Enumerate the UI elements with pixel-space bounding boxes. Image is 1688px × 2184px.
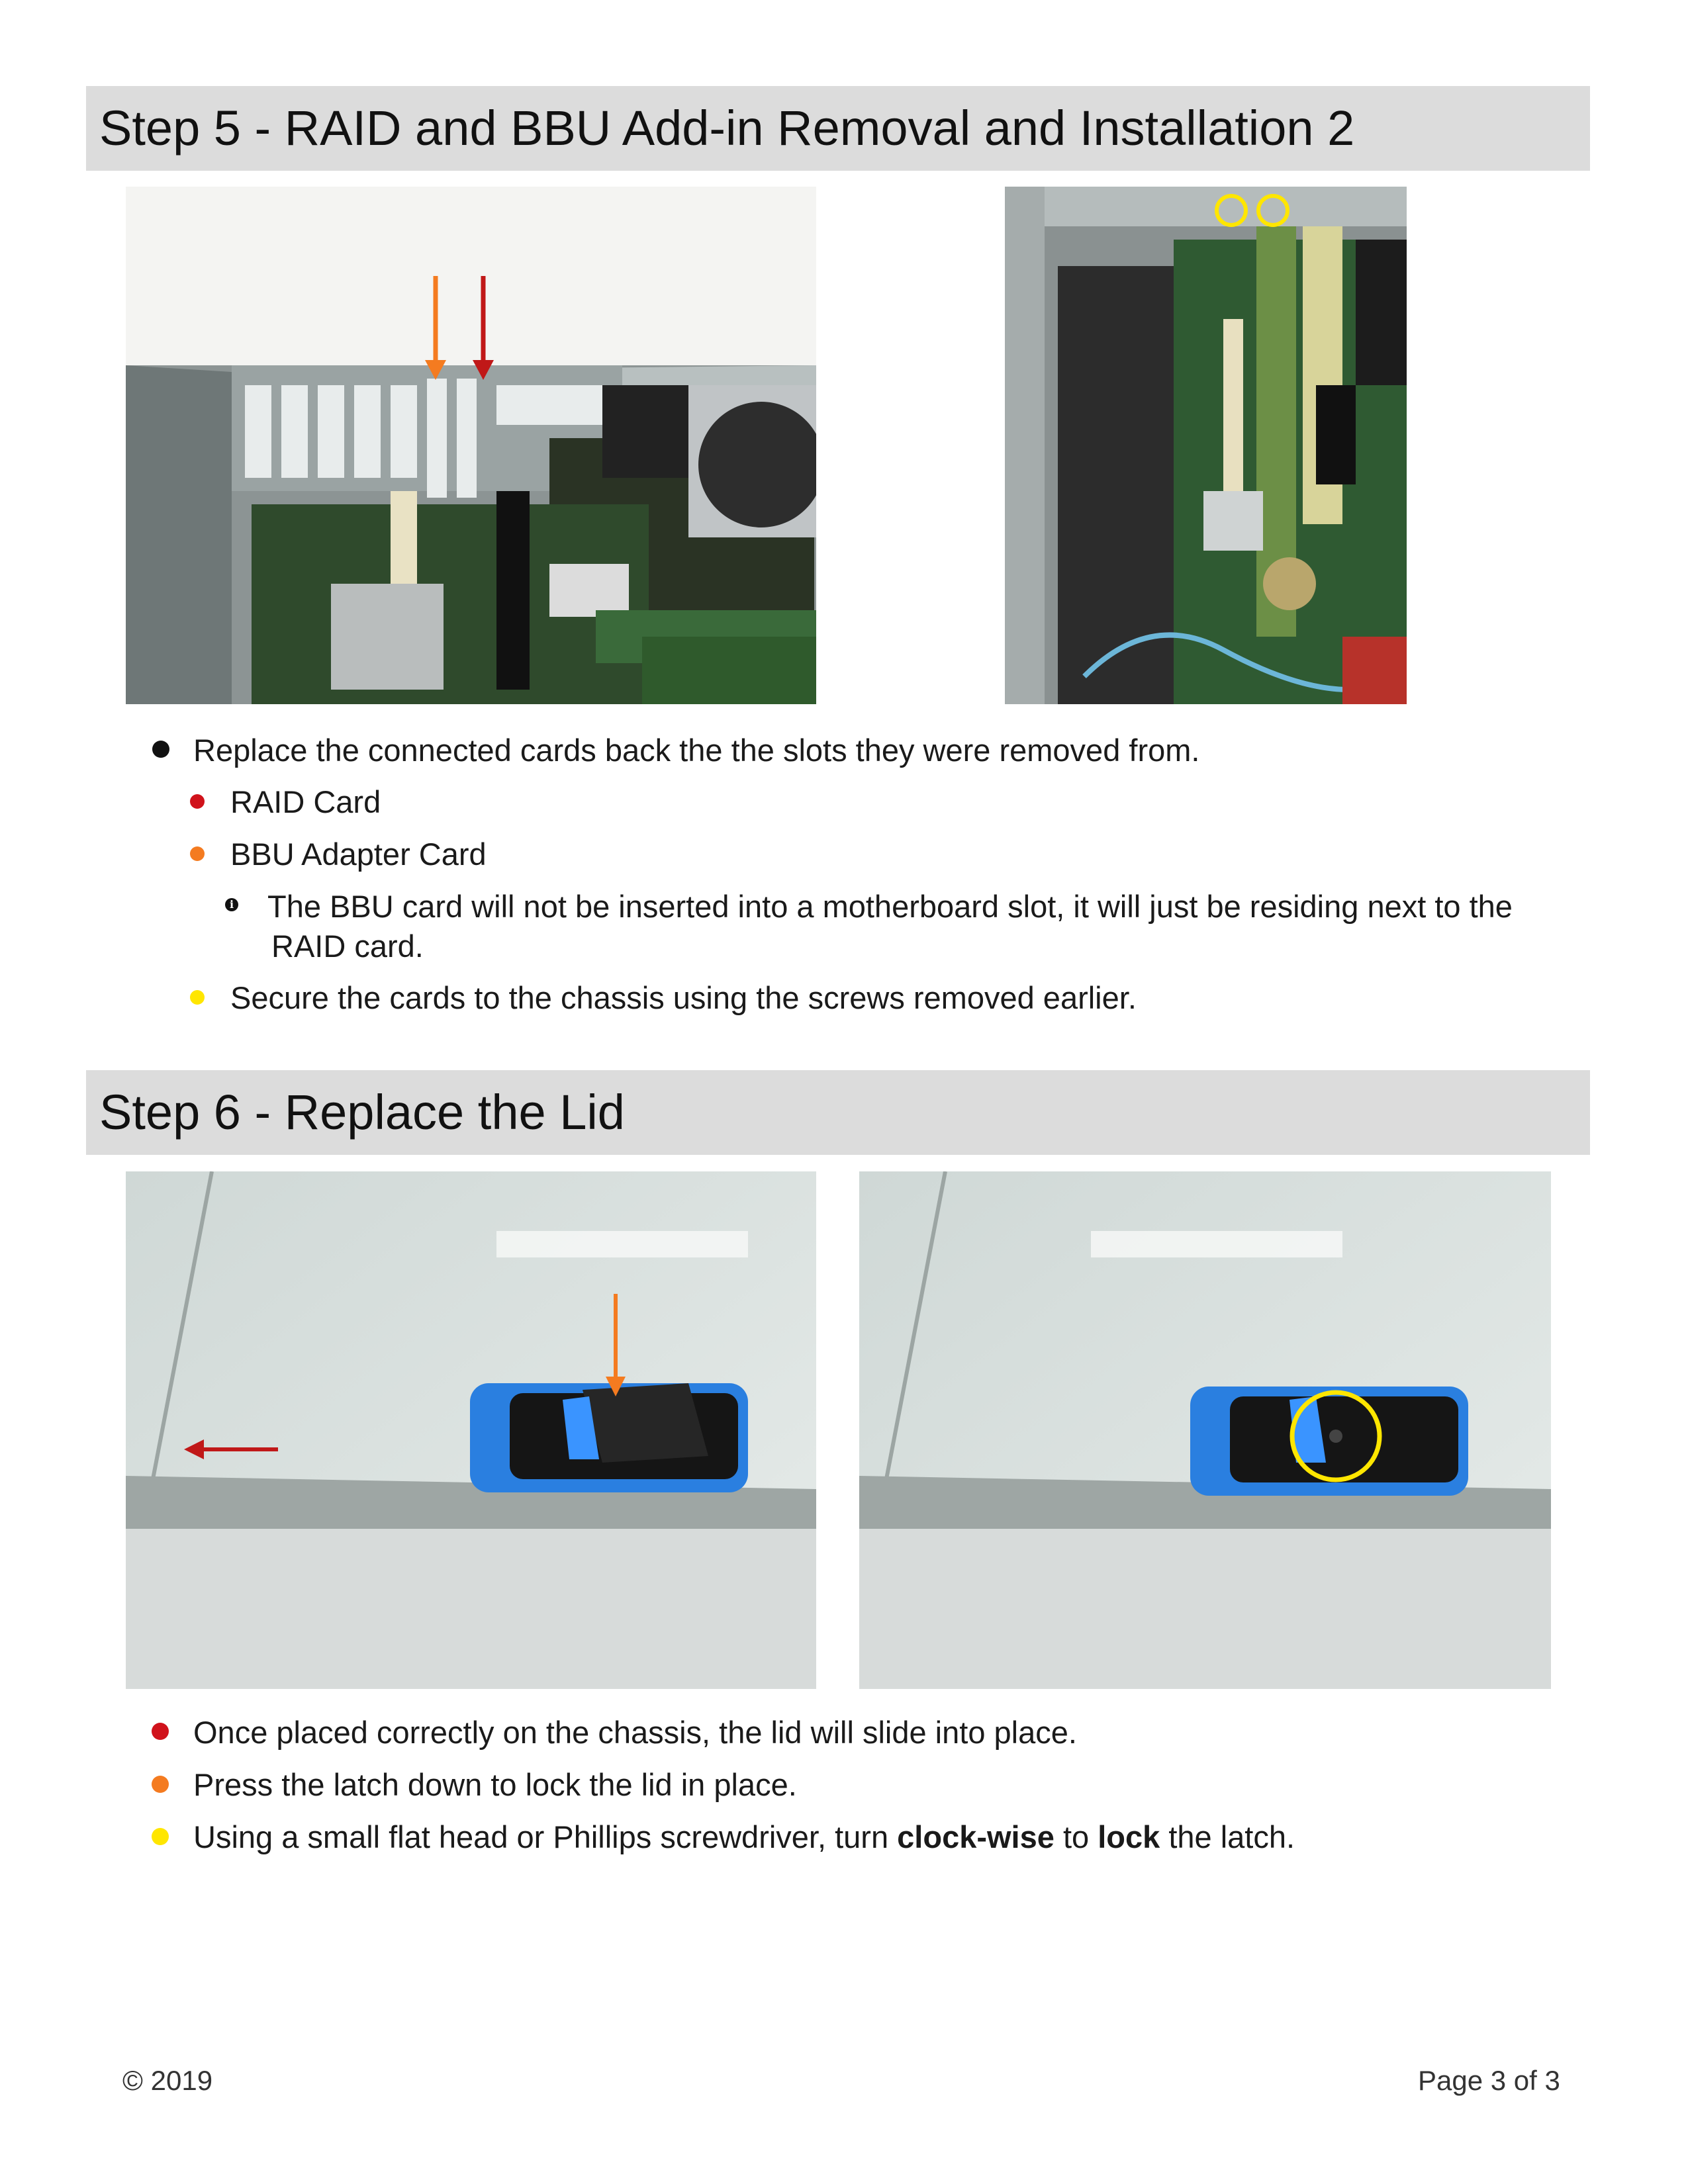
bullet-main-dot — [152, 741, 169, 758]
bullet-bbu-card: BBU Adapter Card — [230, 837, 487, 872]
turn-text-pre: Using a small flat head or Phillips screwdriver, turn — [193, 1819, 898, 1854]
turn-text-clockwise: clock-wise — [897, 1819, 1055, 1854]
bullet-press-latch: Press the latch down to lock the lid in place. — [193, 1767, 797, 1802]
bullet-bbu-note-line1: The BBU card will not be inserted into a motherboard slot, it will just be residing next to the — [267, 889, 1513, 924]
bullet-lid-slide: Once placed correctly on the chassis, the lid will slide into place. — [193, 1715, 1077, 1750]
turn-text-post: the latch. — [1160, 1819, 1295, 1854]
bullet-secure-cards: Secure the cards to the chassis using the screws removed earlier. — [230, 980, 1137, 1015]
motherboard-top-photo — [1005, 187, 1407, 704]
bullet-replace-cards: Replace the connected cards back the the slots they were removed from. — [193, 733, 1200, 768]
footer-copyright: © 2019 — [122, 2065, 213, 2096]
turn-text-mid: to — [1054, 1819, 1098, 1854]
info-icon: i — [225, 898, 238, 911]
bullet-secure-dot — [190, 990, 205, 1005]
bullet-turn-screw — [193, 1817, 1295, 1857]
turn-text-lock: lock — [1098, 1819, 1160, 1854]
bullet-bbu-note-line2: RAID card. — [271, 929, 424, 964]
bullet-raid-card: RAID Card — [230, 784, 381, 819]
bullet-slide-dot — [152, 1723, 169, 1740]
lid-latch-photo — [126, 1171, 816, 1689]
bullet-press-dot — [152, 1776, 169, 1793]
step6-heading: Step 6 - Replace the Lid — [86, 1070, 1590, 1155]
footer-page-number: Page 3 of 3 — [1418, 2065, 1560, 2096]
lid-screw-photo — [859, 1171, 1551, 1689]
bullet-bbu-dot — [190, 846, 205, 861]
bullet-raid-dot — [190, 794, 205, 809]
step5-heading: Step 5 - RAID and BBU Add-in Removal and Installation 2 — [86, 86, 1590, 171]
chassis-slots-photo — [126, 187, 816, 704]
bullet-turn-dot — [152, 1828, 169, 1845]
